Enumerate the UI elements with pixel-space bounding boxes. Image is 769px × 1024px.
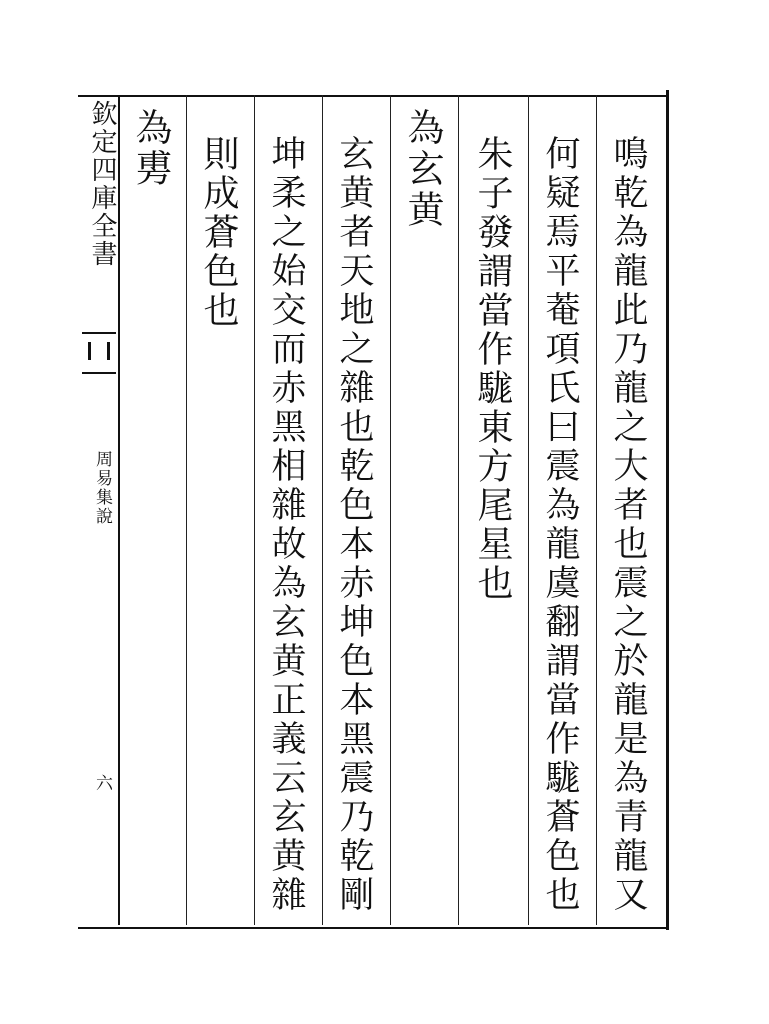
text-column-6: 坤柔之始交而赤黑相雜故為玄黄正義云玄黄雜 xyxy=(266,135,306,915)
column-divider xyxy=(254,95,255,925)
book-title: 欽定四庫全書 xyxy=(87,100,117,268)
text-column-5: 玄黄者天地之雜也乾色本赤坤色本黑震乃乾剛 xyxy=(334,135,374,915)
text-column-4: 為玄黄 xyxy=(401,108,444,231)
text-column-7: 則成蒼色也 xyxy=(198,135,239,330)
column-divider xyxy=(528,95,529,925)
outer-border-rule xyxy=(666,90,669,930)
column-divider xyxy=(458,95,459,925)
column-divider xyxy=(390,95,391,925)
column-divider xyxy=(186,95,187,925)
text-column-1: 鳴乾為龍此乃龍之大者也震之於龍是為青龍又 xyxy=(608,135,648,915)
column-divider xyxy=(596,95,597,925)
volume-title: 周易集說 xyxy=(92,450,112,526)
text-column-8: 為旉 xyxy=(129,108,172,190)
fish-tail-mark xyxy=(82,332,116,374)
text-column-2: 何疑焉平菴項氏曰震為龍虞翻謂當作駹蒼色也 xyxy=(540,135,580,915)
column-divider xyxy=(322,95,323,925)
page-number: 六 xyxy=(92,774,112,793)
text-column-3: 朱子發謂當作駹東方尾星也 xyxy=(472,135,513,603)
